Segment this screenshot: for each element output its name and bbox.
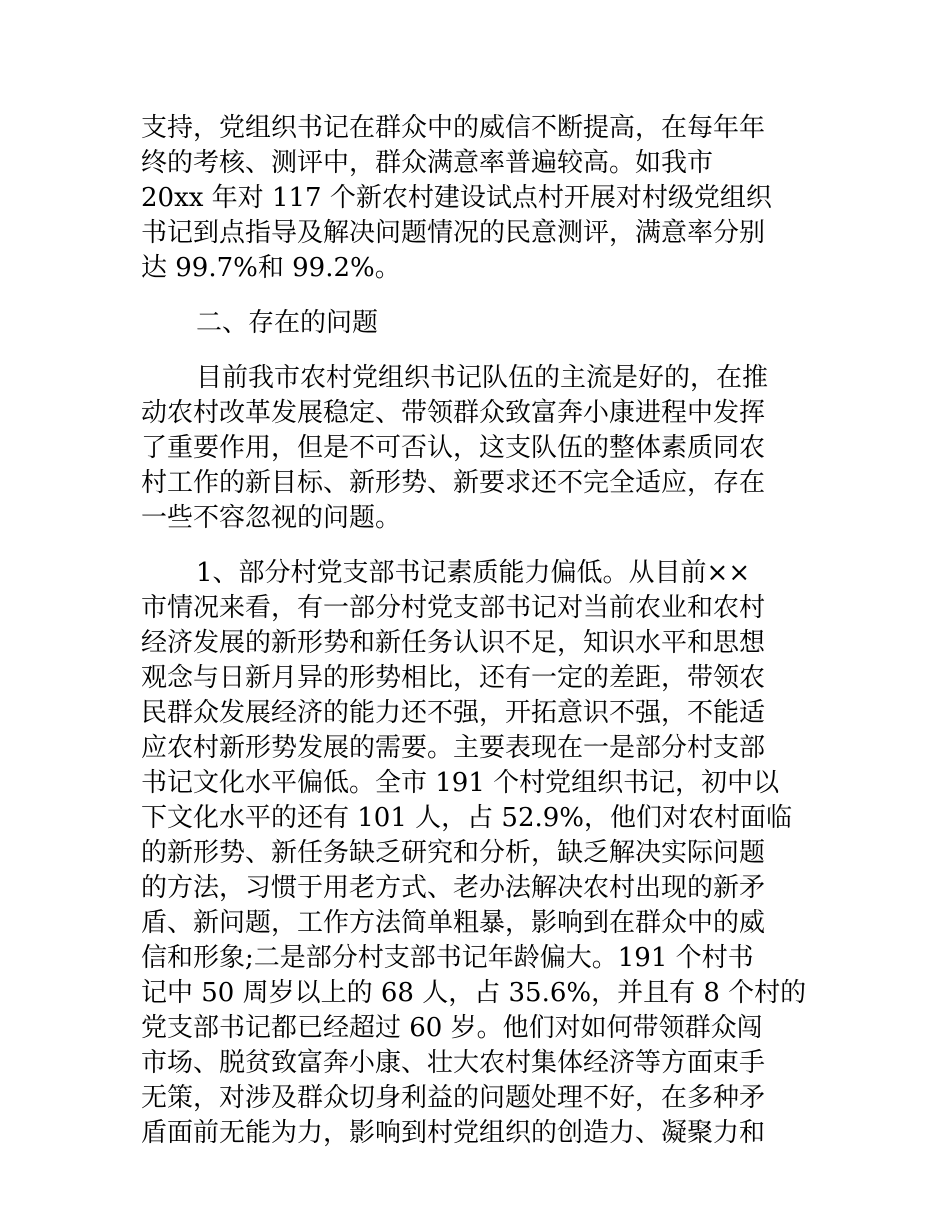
text-line: 20xx 年对 117 个新农村建设试点村开展对村级党组织 <box>141 183 772 213</box>
text-line: 党支部书记都已经超过 60 岁。他们对如何带领群众闯 <box>141 1013 763 1043</box>
text-line: 目前我市农村党组织书记队伍的主流是好的，在推 <box>196 363 769 393</box>
text-line: 终的考核、测评中，群众满意率普遍较高。如我市 <box>141 148 714 178</box>
text-line: 无策，对涉及群众切身利益的问题处理不好，在多种矛 <box>141 1083 766 1113</box>
text-line: 下文化水平的还有 101 人，占 52.9%，他们对农村面临 <box>141 803 793 833</box>
text-line: 盾、新问题，工作方法简单粗暴，影响到在群众中的威 <box>141 908 766 938</box>
text-line: 的方法，习惯于用老方式、老办法解决农村出现的新矛 <box>141 873 766 903</box>
text-line: 市情况来看，有一部分村党支部书记对当前农业和农村 <box>141 593 766 623</box>
text-line: 动农村改革发展稳定、带领群众致富奔小康进程中发挥 <box>141 398 766 428</box>
text-line: 的新形势、新任务缺乏研究和分析，缺乏解决实际问题 <box>141 838 766 868</box>
text-line: 信和形象;二是部分村支部书记年龄偏大。191 个村书 <box>141 943 754 973</box>
text-line: 经济发展的新形势和新任务认识不足，知识水平和思想 <box>141 628 766 658</box>
text-line: 了重要作用，但是不可否认，这支队伍的整体素质同农 <box>141 433 766 463</box>
text-line: 支持，党组织书记在群众中的威信不断提高，在每年年 <box>141 113 766 143</box>
text-line: 达 99.7%和 99.2%。 <box>141 253 401 283</box>
section-heading <box>141 306 813 341</box>
text-line: 书记到点指导及解决问题情况的民意测评，满意率分别 <box>141 218 766 248</box>
text-line: 盾面前无能为力，影响到村党组织的创造力、凝聚力和 <box>141 1118 766 1148</box>
text-line: 村工作的新目标、新形势、新要求还不完全适应，存在 <box>141 468 766 498</box>
document-page <box>141 111 813 1151</box>
paragraph-satisfaction <box>141 111 813 286</box>
heading-line: 二、存在的问题 <box>196 308 379 338</box>
text-line: 观念与日新月异的形势相比，还有一定的差距，带领农 <box>141 663 766 693</box>
text-line: 应农村新形势发展的需要。主要表现在一是部分村支部 <box>141 733 766 763</box>
text-line: 记中 50 周岁以上的 68 人，占 35.6%，并且有 8 个村的 <box>141 978 807 1008</box>
text-line: 书记文化水平偏低。全市 191 个村党组织书记，初中以 <box>141 768 780 798</box>
text-line: 民群众发展经济的能力还不强，开拓意识不强，不能适 <box>141 698 766 728</box>
text-line: 一些不容忽视的问题。 <box>141 503 402 533</box>
text-line: 1、部分村党支部书记素质能力偏低。从目前×× <box>196 558 751 588</box>
text-line: 市场、脱贫致富奔小康、壮大农村集体经济等方面束手 <box>141 1048 766 1078</box>
paragraph-overview <box>141 361 813 536</box>
paragraph-problem-1 <box>141 556 813 1151</box>
